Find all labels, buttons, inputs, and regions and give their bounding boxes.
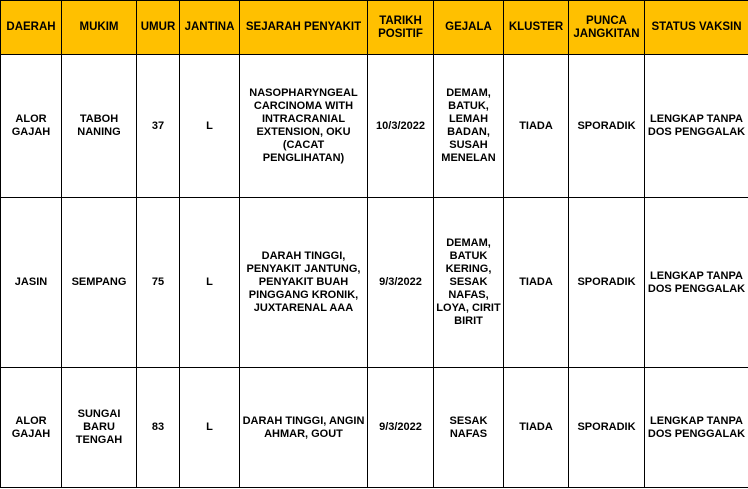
cell-gejala: SESAK NAFAS bbox=[434, 368, 504, 488]
cell-daerah: JASIN bbox=[1, 198, 62, 368]
header-mukim: MUKIM bbox=[62, 1, 137, 55]
cell-punca-jangkitan: SPORADIK bbox=[569, 368, 645, 488]
header-kluster: KLUSTER bbox=[504, 1, 569, 55]
cell-sejarah-penyakit: DARAH TINGGI, PENYAKIT JANTUNG, PENYAKIT BUAH PINGGANG KRONIK, JUXTARENAL AAA bbox=[240, 198, 368, 368]
cell-gejala: DEMAM, BATUK, LEMAH BADAN, SUSAH MENELAN bbox=[434, 55, 504, 198]
cell-daerah: ALOR GAJAH bbox=[1, 368, 62, 488]
cell-mukim: SUNGAI BARU TENGAH bbox=[62, 368, 137, 488]
cell-punca-jangkitan: SPORADIK bbox=[569, 55, 645, 198]
table-row bbox=[1, 55, 748, 198]
cell-umur: 37 bbox=[137, 55, 180, 198]
header-daerah: DAERAH bbox=[1, 1, 62, 55]
cell-umur: 83 bbox=[137, 368, 180, 488]
cell-gejala: DEMAM, BATUK KERING, SESAK NAFAS, LOYA, CIRIT BIRIT bbox=[434, 198, 504, 368]
cell-jantina: L bbox=[180, 55, 240, 198]
cell-jantina: L bbox=[180, 198, 240, 368]
cell-punca-jangkitan: SPORADIK bbox=[569, 198, 645, 368]
cell-sejarah-penyakit: DARAH TINGGI, ANGIN AHMAR, GOUT bbox=[240, 368, 368, 488]
cell-mukim: TABOH NANING bbox=[62, 55, 137, 198]
header-tarikh-positif: TARIKH POSITIF bbox=[368, 1, 434, 55]
table-row bbox=[1, 368, 748, 488]
cell-sejarah-penyakit: NASOPHARYNGEAL CARCINOMA WITH INTRACRANIAL EXTENSION, OKU (CACAT PENGLIHATAN) bbox=[240, 55, 368, 198]
cell-kluster: TIADA bbox=[504, 55, 569, 198]
cell-mukim: SEMPANG bbox=[62, 198, 137, 368]
header-jantina: JANTINA bbox=[180, 1, 240, 55]
cell-jantina: L bbox=[180, 368, 240, 488]
header-sejarah-penyakit: SEJARAH PENYAKIT bbox=[240, 1, 368, 55]
table-row bbox=[1, 198, 748, 368]
cell-status-vaksin: LENGKAP TANPA DOS PENGGALAK bbox=[645, 368, 748, 488]
cell-kluster: TIADA bbox=[504, 368, 569, 488]
header-status-vaksin: STATUS VAKSIN bbox=[645, 1, 748, 55]
header-row bbox=[1, 1, 748, 55]
cell-status-vaksin: LENGKAP TANPA DOS PENGGALAK bbox=[645, 198, 748, 368]
header-umur: UMUR bbox=[137, 1, 180, 55]
cell-tarikh-positif: 9/3/2022 bbox=[368, 368, 434, 488]
cell-umur: 75 bbox=[137, 198, 180, 368]
header-gejala: GEJALA bbox=[434, 1, 504, 55]
cell-status-vaksin: LENGKAP TANPA DOS PENGGALAK bbox=[645, 55, 748, 198]
cell-tarikh-positif: 10/3/2022 bbox=[368, 55, 434, 198]
cell-daerah: ALOR GAJAH bbox=[1, 55, 62, 198]
cell-kluster: TIADA bbox=[504, 198, 569, 368]
cell-tarikh-positif: 9/3/2022 bbox=[368, 198, 434, 368]
header-punca-jangkitan: PUNCA JANGKITAN bbox=[569, 1, 645, 55]
